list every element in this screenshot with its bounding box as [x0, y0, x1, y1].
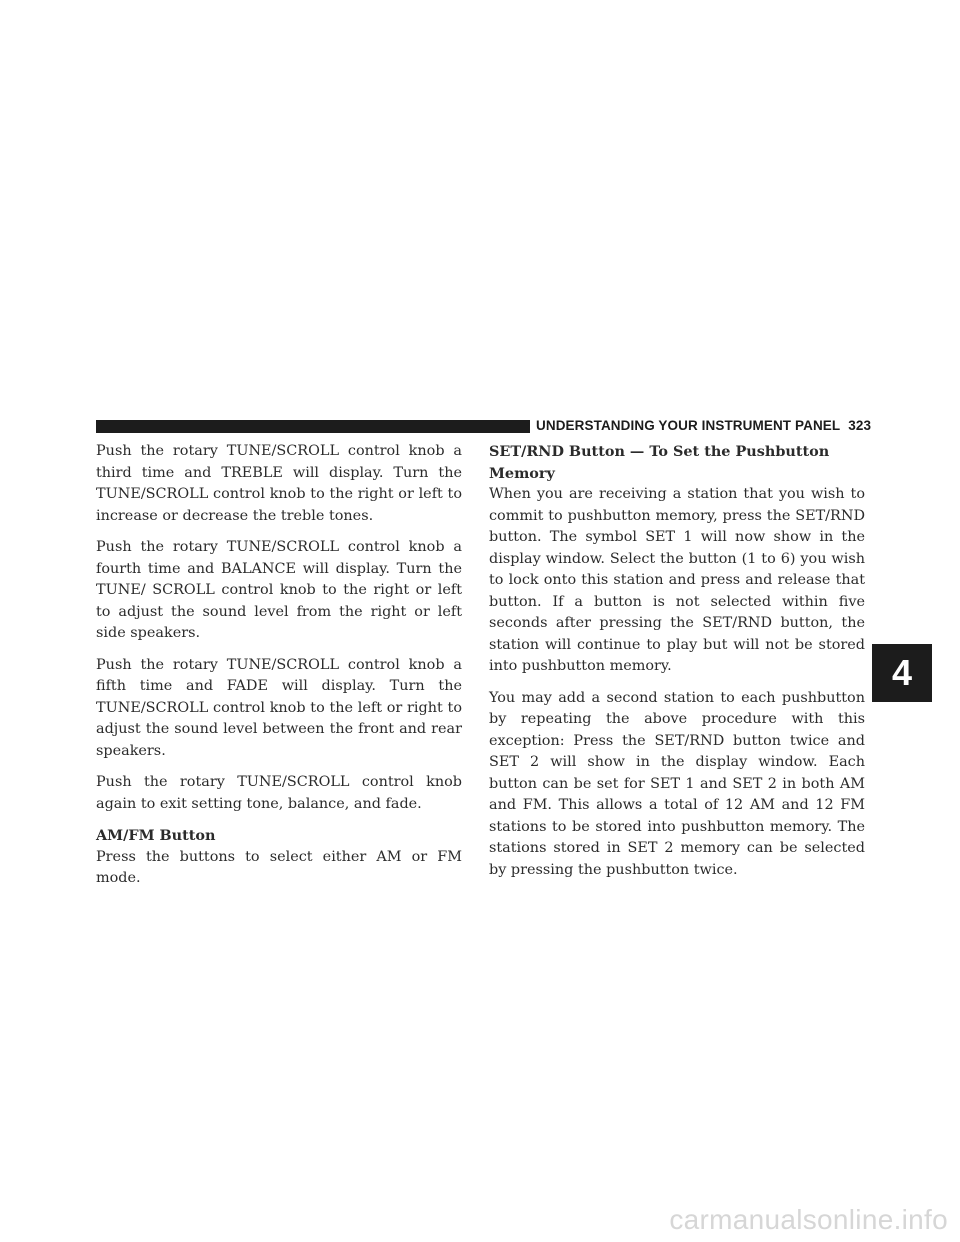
setrnd-heading: SET/RND Button — To Set the Pushbutton Memory — [489, 443, 830, 482]
paragraph-exit: Push the rotary TUNE/SCROLL control knob again to exit setting tone, balance, and fade. — [96, 774, 462, 812]
page-number: 323 — [848, 418, 872, 433]
running-header — [536, 418, 872, 433]
chapter-number: 4 — [891, 652, 913, 693]
section-title: UNDERSTANDING YOUR INSTRUMENT PANEL — [536, 418, 841, 433]
amfm-text: Press the buttons to select either AM or FM mode. — [96, 848, 462, 886]
left-column — [96, 441, 462, 900]
chapter-tab — [872, 644, 932, 702]
right-column — [489, 441, 865, 891]
paragraph-fade: Push the rotary TUNE/SCROLL control knob a fifth time and FADE will display. Turn the TUNE/SCROLL control knob to the left or right to adjust the sound level between the front and rear speakers. — [96, 656, 462, 759]
paragraph-set2: You may add a second station to each pushbutton by repeating the above procedure with this exception: Press the SET/RND button twice and SET 2 will show in the display window. Each button can be set for SET 1 and SET 2 in both AM and FM. This allows a total of 12 AM and 12 FM stations to be stored into pushbutton memory. The stations stored in SET 2 memory can be selected by pressing the pushbutton twice. — [489, 689, 865, 878]
watermark: carmanualsonline.info — [669, 1204, 948, 1235]
amfm-heading: AM/FM Button — [96, 827, 216, 844]
paragraph-balance: Push the rotary TUNE/SCROLL control knob a fourth time and BALANCE will display. Turn the TUNE/ SCROLL control knob to the right or left to adjust the sound level from the right or left side speakers. — [96, 539, 462, 641]
header-rule — [96, 420, 530, 433]
paragraph-set1: When you are receiving a station that you wish to commit to pushbutton memory, press the SET/RND button. The symbol SET 1 will now show in the display window. Select the button (1 to 6) you wish to lock onto this station and press and release that button. If a button is not selected within five seconds after pressing the SET/RND button, the station will continue to play but will not be stored into pushbutton memory. — [489, 486, 865, 674]
paragraph-treble: Push the rotary TUNE/SCROLL control knob a third time and TREBLE will display. Turn the TUNE/SCROLL control knob to the right or left to increase or decrease the treble tones. — [96, 443, 462, 524]
